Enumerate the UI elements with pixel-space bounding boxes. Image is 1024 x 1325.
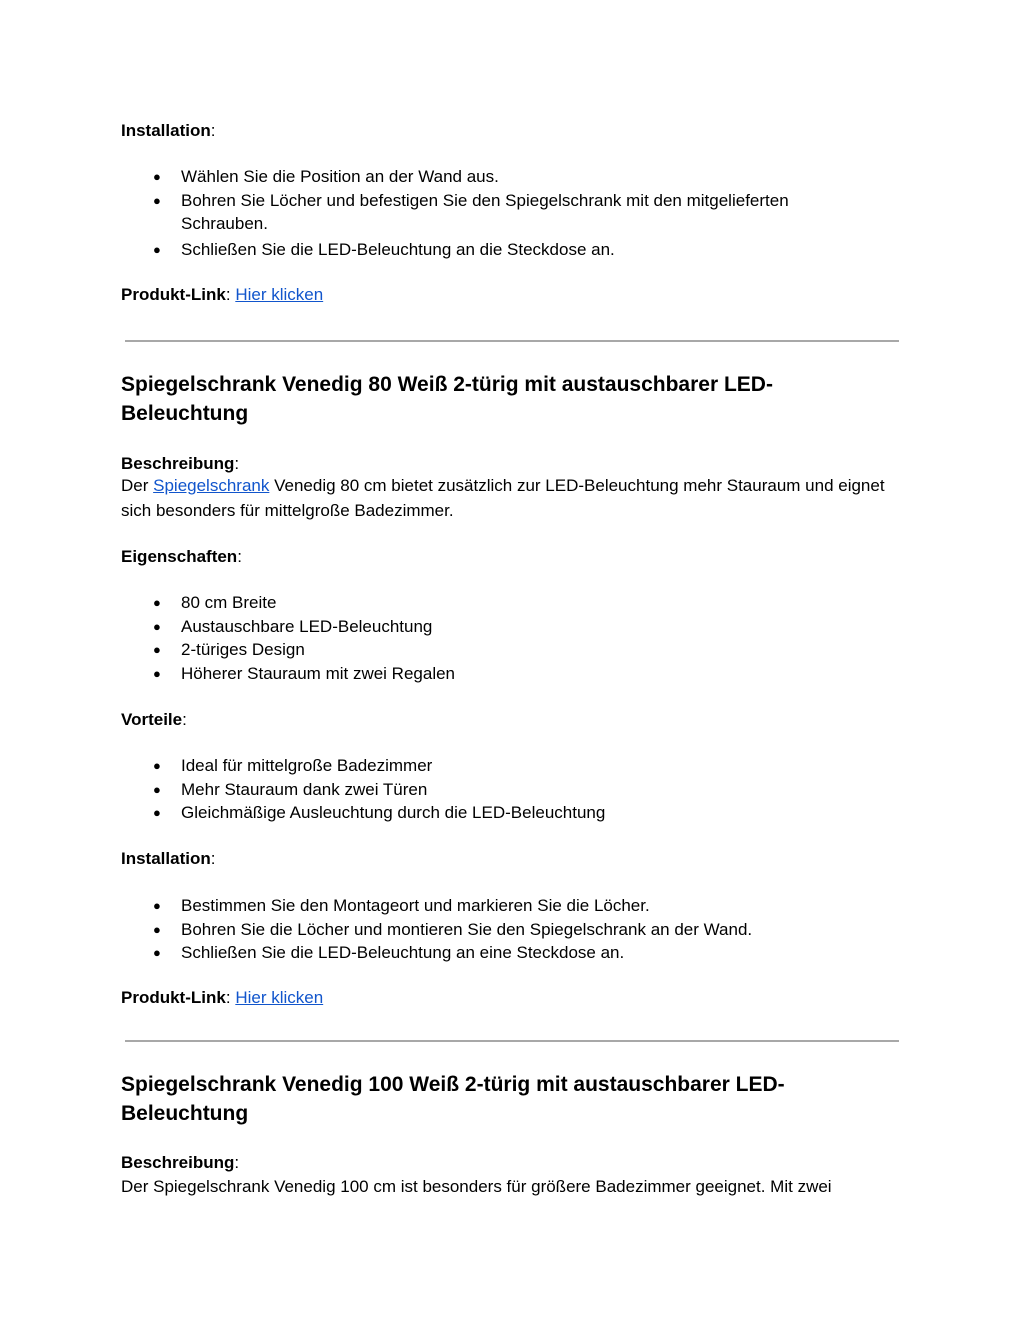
divider: [125, 340, 899, 342]
product-link[interactable]: Hier klicken: [235, 988, 324, 1007]
bullet-icon: ●: [153, 805, 161, 820]
list-item: ● Gleichmäßige Ausleuchtung durch die LED-Beleuchtung: [121, 801, 841, 825]
list-item: ● 80 cm Breite: [121, 591, 841, 615]
features-label: Eigenschaften:: [121, 547, 242, 566]
bullet-icon: ●: [153, 642, 161, 657]
description-text: Der Spiegelschrank Venedig 100 cm ist besonders für größere Badezimmer geeignet. Mit zwei: [121, 1177, 832, 1196]
installation-label: Installation:: [121, 849, 216, 868]
bullet-icon: ●: [153, 241, 161, 257]
benefits-label: Vorteile:: [121, 710, 187, 729]
list-item: ● Bohren Sie die Löcher und montieren Sie den Spiegelschrank an der Wand.: [121, 918, 841, 942]
list-item: ● Austauschbare LED-Beleuchtung: [121, 615, 841, 639]
list-item: ● Höherer Stauraum mit zwei Regalen: [121, 662, 841, 686]
installation-list: [121, 165, 841, 261]
description-label: Beschreibung:: [121, 454, 240, 473]
list-item: ● Mehr Stauraum dank zwei Türen: [121, 778, 841, 802]
bullet-icon: ●: [153, 618, 161, 634]
bullet-icon: ●: [153, 781, 161, 797]
bullet-icon: ●: [153, 192, 161, 208]
list-item: ● Bestimmen Sie den Montageort und markieren Sie die Löcher.: [121, 894, 841, 918]
product-link-line: Produkt-Link: Hier klicken: [121, 988, 324, 1007]
bullet-icon: ●: [153, 921, 161, 937]
bullet-icon: ●: [153, 945, 161, 960]
installation-list: [121, 894, 841, 965]
divider: [125, 1040, 899, 1042]
list-item: ● Wählen Sie die Position an der Wand aus.: [121, 165, 841, 189]
bullet-icon: ●: [153, 758, 161, 773]
description-label: Beschreibung:: [121, 1153, 240, 1172]
product-link[interactable]: Hier klicken: [235, 285, 324, 304]
list-item: ● 2-türiges Design: [121, 638, 841, 662]
bullet-icon: ●: [153, 169, 161, 184]
bullet-icon: ●: [153, 898, 161, 913]
installation-label: Installation:: [121, 121, 216, 140]
product-100-title: Spiegelschrank Venedig 100 Weiß 2-türig mit austauschbarer LED-Beleuchtung: [121, 1073, 785, 1125]
product-80-title: Spiegelschrank Venedig 80 Weiß 2-türig mit austauschbarer LED-Beleuchtung: [121, 373, 773, 425]
list-item: ● Schließen Sie die LED-Beleuchtung an eine Steckdose an.: [121, 941, 841, 965]
list-item: ● Ideal für mittelgroße Badezimmer: [121, 754, 841, 778]
description-text: Der Spiegelschrank Venedig 80 cm bietet zusätzlich zur LED-Beleuchtung mehr Stauraum und eignet sich besonders für mittelgroße Badezimmer.: [121, 476, 885, 520]
spiegelschrank-link[interactable]: Spiegelschrank: [153, 476, 270, 495]
features-list: [121, 591, 841, 685]
bullet-icon: ●: [153, 665, 161, 681]
benefits-list: [121, 754, 841, 825]
list-item: ● Bohren Sie Löcher und befestigen Sie den Spiegelschrank mit den mitgelieferten Schrauben.: [153, 190, 789, 233]
product-link-line: Produkt-Link: Hier klicken: [121, 285, 324, 304]
list-item: ● Schließen Sie die LED-Beleuchtung an die Steckdose an.: [121, 238, 841, 262]
bullet-icon: ●: [153, 595, 161, 610]
